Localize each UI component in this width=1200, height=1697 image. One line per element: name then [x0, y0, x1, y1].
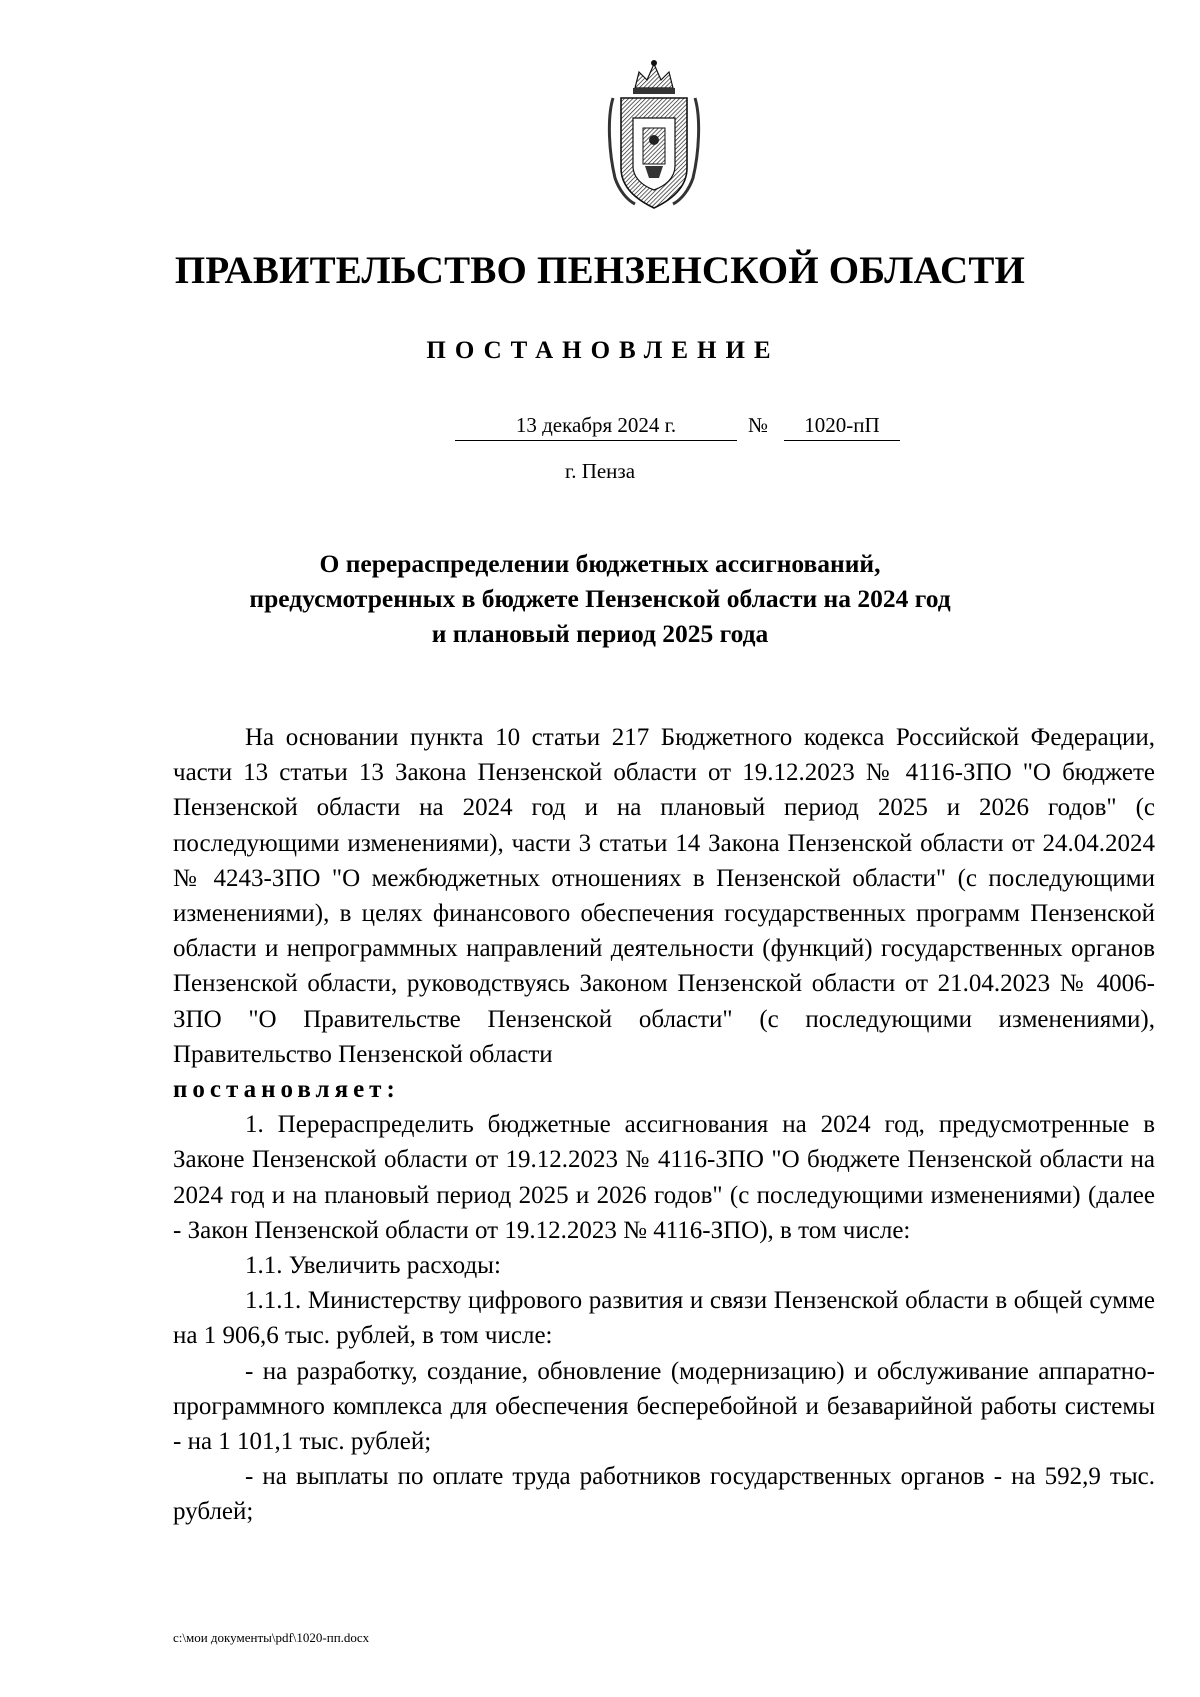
body-list-item-1: - на разработку, создание, обновление (модернизацию) и обслуживание аппаратно-программного комплекса для обеспечения бесперебойной и безаварийной работы системы - на 1 101,1 тыс. рублей;	[173, 1357, 1155, 1456]
body-paragraph-preamble: На основании пункта 10 статьи 217 Бюджетного кодекса Российской Федерации, части 13 статьи 13 Закона Пензенской области от 19.12.2023 № 4116-ЗПО "О бюджете Пензенской области на 2024 год и на плановый период 2025 и 2026 годов" (с последующими изменениями), части 3 статьи 14 Закона Пензенской области от 24.04.2024 № 4243-ЗПО "О межбюджетных отношениях в Пензенской области" (с последующими изменениями), в целях финансового обеспечения государственных программ Пензенской области и непрограммных направлений деятельности (функций) государственных органов Пензенской области, руководствуясь Законом Пензенской области от 21.04.2023 № 4006-ЗПО "О Правительстве Пензенской области" (с последующими изменениями), Правительство Пензенской области	[173, 724, 1155, 1068]
document-number: 1020-пП	[784, 410, 900, 441]
number-sign: №	[748, 413, 769, 437]
file-path-footer: c:\мои документы\pdf\1020-пп.docx	[173, 1630, 370, 1645]
subject-line-3: и плановый период 2025 года	[431, 619, 769, 648]
body-paragraph-1-1: 1.1. Увеличить расходы:	[245, 1252, 501, 1280]
document-subject	[160, 546, 1040, 651]
body-list-item-2: - на выплаты по оплате труда работников государственных органов - на 592,9 тыс. рублей;	[173, 1463, 1155, 1526]
subject-line-1: О перераспределении бюджетных ассигнований,	[319, 549, 881, 578]
resolves-word: постановляет:	[173, 1076, 400, 1104]
body-paragraph-1-1-1: 1.1.1. Министерству цифрового развития и связи Пензенской области в общей сумме на 1 906,6 тыс. рублей, в том числе:	[173, 1287, 1155, 1350]
document-type: ПОСТАНОВЛЕНИЕ	[426, 337, 780, 364]
body-paragraph-1: 1. Перераспределить бюджетные ассигнования на 2024 год, предусмотренные в Законе Пензенской области от 19.12.2023 № 4116-ЗПО "О бюджете Пензенской области на 2024 год и на плановый период 2025 и 2026 годов" (с последующими изменениями) (далее - Закон Пензенской области от 19.12.2023 № 4116-ЗПО), в том числе:	[173, 1111, 1155, 1244]
document-date: 13 декабря 2024 г.	[455, 410, 737, 441]
document-city: г. Пенза	[564, 459, 636, 483]
government-title: ПРАВИТЕЛЬСТВО ПЕНЗЕНСКОЙ ОБЛАСТИ	[174, 249, 1026, 292]
subject-line-2: предусмотренных в бюджете Пензенской области на 2024 год	[249, 584, 951, 613]
document-body	[173, 720, 1155, 1530]
coat-of-arms-icon	[605, 58, 703, 214]
